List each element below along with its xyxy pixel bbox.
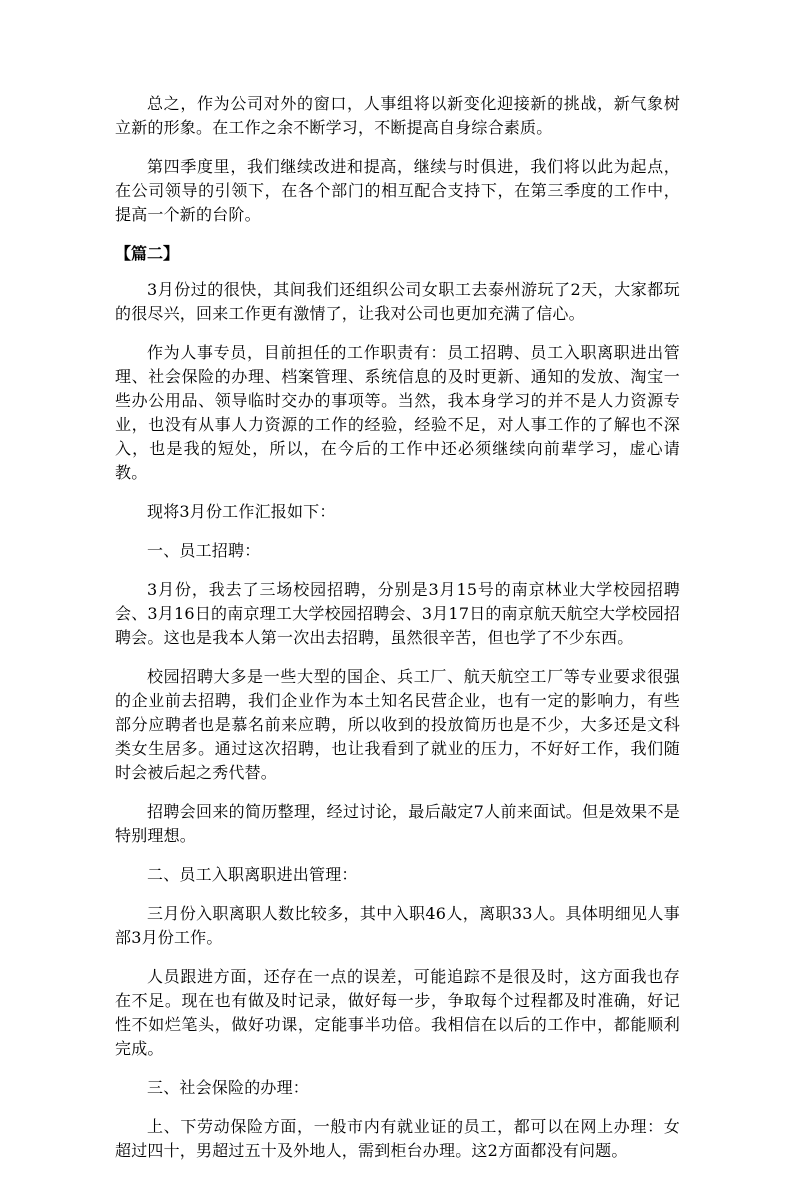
paragraph-march-intro: 3月份过的很快，其间我们还组织公司女职工去泰州游玩了2天，大家都玩的很尽兴，回来工作更有激情了，让我对公司也更加充满了信心。 xyxy=(115,280,680,323)
paragraph-headcount: 三月份入职离职人数比较多，其中入职46人，离职33人。具体明细见人事部3月份工作。 xyxy=(115,904,680,947)
subheading-onboarding: 二、员工入职离职进出管理： xyxy=(147,865,358,884)
paragraph-resume-review: 招聘会回来的简历整理，经过讨论，最后敲定7人前来面试。但是效果不是特别理想。 xyxy=(115,802,680,845)
section-heading: 【篇二】 xyxy=(115,244,180,263)
paragraph-q4: 第四季度里，我们继续改进和提高，继续与时俱进，我们将以此为起点，在公司领导的引领下，在各个部门的相互配合支持下，在第三季度的工作中，提高一个新的台阶。 xyxy=(115,157,680,224)
subheading-social-insurance: 三、社会保险的办理： xyxy=(147,1078,310,1097)
document-page xyxy=(115,92,680,1178)
subheading-recruitment: 一、员工招聘： xyxy=(147,541,261,560)
paragraph-followup: 人员跟进方面，还存在一点的误差，可能追踪不是很及时，这方面我也存在不足。现在也有做及时记录，做好每一步，争取每个过程都及时准确，好记性不如烂笔头，做好功课，定能事半功倍。我相信在以后的工作中，都能顺利完成。 xyxy=(115,967,680,1058)
paragraph-campus-companies: 校园招聘大多是一些大型的国企、兵工厂、航天航空工厂等专业要求很强的企业前去招聘，我们企业作为本土知名民营企业，也有一定的影响力，有些部分应聘者也是慕名前来应聘，所以收到的投放简历也是不少，大多还是文科类女生居多。通过这次招聘，也让我看到了就业的压力，不好好工作，我们随时会被后起之秀代替。 xyxy=(115,667,680,782)
paragraph-summary: 总之，作为公司对外的窗口，人事组将以新变化迎接新的挑战，新气象树立新的形象。在工作之余不断学习，不断提高自身综合素质。 xyxy=(115,94,680,137)
paragraph-report-intro: 现将3月份工作汇报如下： xyxy=(147,502,336,521)
paragraph-duties: 作为人事专员，目前担任的工作职责有：员工招聘、员工入职离职进出管理、社会保险的办理、档案管理、系统信息的及时更新、通知的发放、淘宝一些办公用品、领导临时交办的事项等。当然，我本身学习的并不是人力资源专业，也没有从事人力资源的工作的经验，经验不足，对人事工作的了解也不深入，也是我的短处，所以，在今后的工作中还必须继续向前辈学习，虚心请教。 xyxy=(115,343,680,482)
paragraph-insurance: 上、下劳动保险方面，一般市内有就业证的员工，都可以在网上办理：女超过四十，男超过五十及外地人，需到柜台办理。这2方面都没有问题。 xyxy=(115,1117,680,1160)
paragraph-campus-fairs: 3月份，我去了三场校园招聘，分别是3月15号的南京林业大学校园招聘会、3月16日的南京理工大学校园招聘会、3月17日的南京航天航空大学校园招聘会。这也是我本人第一次出去招聘，虽然很辛苦，但也学了不少东西。 xyxy=(115,580,680,647)
